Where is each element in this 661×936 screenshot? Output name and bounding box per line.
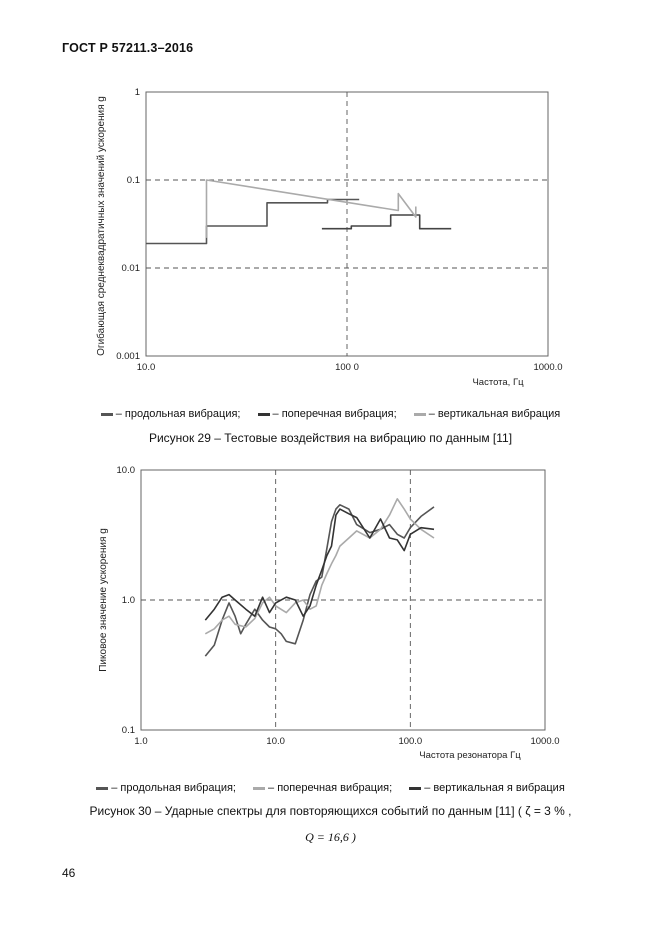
figure30-formula: Q = 16,6 ) bbox=[305, 830, 356, 844]
x-axis-label: Частота, Гц bbox=[472, 377, 524, 388]
x-tick-label: 10.0 bbox=[266, 736, 285, 747]
legend-mark-vertical bbox=[409, 787, 421, 790]
series-line-2 bbox=[322, 215, 451, 229]
y-axis-label: Огибающая среднеквадратичных значений ускорения g bbox=[96, 96, 107, 356]
legend-mark-longitudinal bbox=[101, 413, 113, 416]
legend-mark-transverse bbox=[253, 787, 265, 790]
y-axis-label: Пиковое значение ускорения g bbox=[98, 528, 109, 672]
y-tick-label: 10.0 bbox=[116, 465, 135, 476]
y-tick-label: 0.01 bbox=[121, 263, 140, 274]
legend-mark-vertical bbox=[414, 413, 426, 416]
legend-label-transverse: – поперечная вибрация; bbox=[272, 408, 397, 420]
x-tick-label: 1000.0 bbox=[530, 736, 560, 747]
y-tick-label: 0.1 bbox=[121, 725, 135, 736]
figure30-caption: Рисунок 30 – Ударные спектры для повторяющихся событий по данным [11] ( ζ = 3 % , bbox=[89, 804, 572, 818]
x-axis-label: Частота резонатора Гц bbox=[419, 750, 521, 761]
y-tick-label: 0.001 bbox=[116, 351, 140, 362]
series-line-3 bbox=[205, 509, 434, 620]
legend-label-vertical: – вертикальная вибрация bbox=[428, 408, 561, 420]
chart-rms-acceleration-envelope bbox=[0, 0, 661, 400]
figure29-caption: Рисунок 29 – Тестовые воздействия на вибрацию по данным [11] bbox=[148, 431, 513, 445]
figure29-legend bbox=[0, 408, 661, 420]
chart-shock-response-spectrum bbox=[0, 460, 661, 760]
series-line-3 bbox=[207, 180, 416, 238]
y-tick-label: 1 bbox=[134, 87, 140, 98]
legend-mark-transverse bbox=[258, 413, 270, 416]
legend-label-vertical: – вертикальная я вибрация bbox=[424, 782, 565, 794]
legend-label-longitudinal: – продольная вибрация; bbox=[111, 782, 236, 794]
page-number: 46 bbox=[62, 866, 76, 880]
series-line-1 bbox=[146, 200, 359, 244]
x-tick-label: 1.0 bbox=[134, 736, 148, 747]
x-tick-label: 100.0 bbox=[398, 736, 423, 747]
x-tick-label: 1000.0 bbox=[533, 362, 563, 373]
series-line-1 bbox=[205, 505, 434, 656]
legend-label-transverse: – поперечная вибрация; bbox=[268, 782, 393, 794]
figure30-legend bbox=[0, 782, 661, 794]
legend-label-longitudinal: – продольная вибрация; bbox=[115, 408, 241, 420]
legend-mark-longitudinal bbox=[96, 787, 108, 790]
x-tick-label: 100 0 bbox=[335, 362, 359, 373]
y-tick-label: 1.0 bbox=[121, 595, 135, 606]
y-tick-label: 0.1 bbox=[126, 175, 140, 186]
document-header: ГОСТ Р 57211.3–2016 bbox=[62, 41, 194, 55]
series-line-2 bbox=[205, 499, 434, 634]
x-tick-label: 10.0 bbox=[136, 362, 156, 373]
